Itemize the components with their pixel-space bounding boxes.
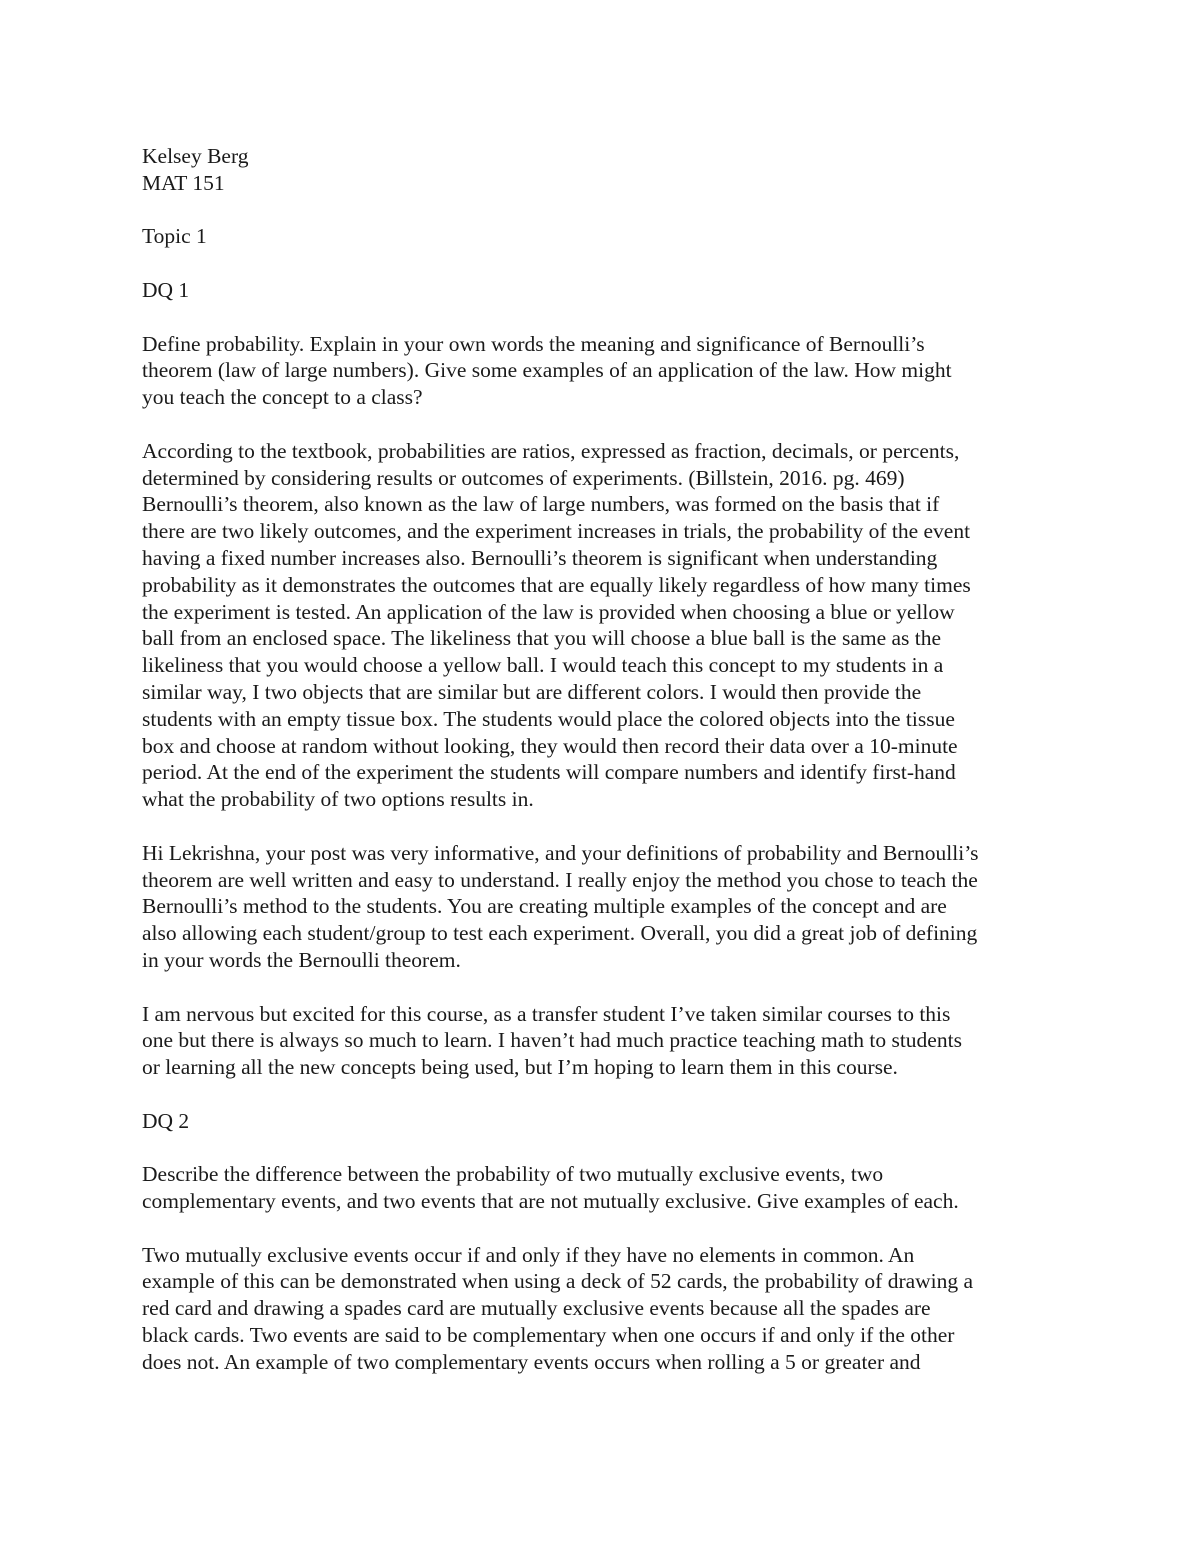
paragraph-line: theorem are well written and easy to understand. I really enjoy the method you chose to teach the <box>142 867 978 892</box>
blank-line <box>142 197 1072 224</box>
course-code: MAT 151 <box>142 170 225 195</box>
paragraph-line: Describe the difference between the probability of two mutually exclusive events, two <box>142 1162 884 1187</box>
dq1-reply-paragraph <box>142 840 1072 974</box>
paragraph-line: complementary events, and two events that are not mutually exclusive. Give examples of each. <box>142 1189 959 1214</box>
paragraph-line: does not. An example of two complementary events occurs when rolling a 5 or greater and <box>142 1349 921 1374</box>
paragraph-line: you teach the concept to a class? <box>142 385 423 410</box>
dq2-answer-paragraph <box>142 1242 1072 1376</box>
paragraph-line: in your words the Bernoulli theorem. <box>142 947 461 972</box>
paragraph-line: or learning all the new concepts being used, but I’m hoping to learn them in this course. <box>142 1055 898 1080</box>
paragraph-line: box and choose at random without looking, they would then record their data over a 10-minute <box>142 733 958 758</box>
paragraph-line: Bernoulli’s theorem, also known as the law of large numbers, was formed on the basis that if <box>142 492 940 517</box>
blank-line <box>142 304 1072 331</box>
paragraph-line: red card and drawing a spades card are mutually exclusive events because all the spades are <box>142 1296 931 1321</box>
paragraph-line: ball from an enclosed space. The likeliness that you will choose a blue ball is the same as the <box>142 626 942 651</box>
paragraph-line: what the probability of two options results in. <box>142 787 534 812</box>
dq1-intro-paragraph <box>142 1001 1072 1081</box>
blank-line <box>142 813 1072 840</box>
paragraph-line: period. At the end of the experiment the students will compare numbers and identify first-hand <box>142 760 956 785</box>
paragraph-line: having a fixed number increases also. Bernoulli’s theorem is significant when understanding <box>142 545 938 570</box>
paragraph-line: similar way, I two objects that are similar but are different colors. I would then provide the <box>142 679 922 704</box>
paragraph-line: Bernoulli’s method to the students. You are creating multiple examples of the concept and are <box>142 894 947 919</box>
paragraph-line: also allowing each student/group to test each experiment. Overall, you did a great job of defining <box>142 921 978 946</box>
dq1-question-paragraph <box>142 331 1072 411</box>
paragraph-line: example of this can be demonstrated when using a deck of 52 cards, the probability of drawing a <box>142 1269 974 1294</box>
paragraph-line: Two mutually exclusive events occur if and only if they have no elements in common. An <box>142 1242 915 1267</box>
paragraph-line: there are two likely outcomes, and the experiment increases in trials, the probability of the event <box>142 519 971 544</box>
blank-line <box>142 411 1072 438</box>
paragraph-line: one but there is always so much to learn. I haven’t had much practice teaching math to students <box>142 1028 962 1053</box>
author-name: Kelsey Berg <box>142 144 249 168</box>
paragraph-line: I am nervous but excited for this course, as a transfer student I’ve taken similar courses to this <box>142 1001 951 1026</box>
paragraph-line: Define probability. Explain in your own words the meaning and significance of Bernoulli’s <box>142 331 925 356</box>
paragraph-line: probability as it demonstrates the outcomes that are equally likely regardless of how many times <box>142 572 971 597</box>
paragraph-line: likeliness that you would choose a yellow ball. I would teach this concept to my students in a <box>142 653 944 678</box>
document-body <box>142 143 1072 1376</box>
paragraph-line: According to the textbook, probabilities are ratios, expressed as fraction, decimals, or percents, <box>142 438 960 463</box>
paragraph-line: Hi Lekrishna, your post was very informative, and your definitions of probability and Bernoulli’s <box>142 840 979 865</box>
dq2-heading: DQ 2 <box>142 1108 190 1133</box>
blank-line <box>142 1215 1072 1242</box>
paragraph-line: theorem (law of large numbers). Give some examples of an application of the law. How might <box>142 358 952 383</box>
paragraph-line: the experiment is tested. An application of the law is provided when choosing a blue or yellow <box>142 599 955 624</box>
dq1-answer-paragraph <box>142 438 1072 813</box>
blank-line <box>142 1081 1072 1108</box>
paragraph-line: determined by considering results or outcomes of experiments. (Billstein, 2016. pg. 469) <box>142 465 905 490</box>
topic-label: Topic 1 <box>142 224 207 249</box>
blank-line <box>142 1134 1072 1161</box>
blank-line <box>142 250 1072 277</box>
paragraph-line: black cards. Two events are said to be complementary when one occurs if and only if the other <box>142 1323 955 1348</box>
blank-line <box>142 974 1072 1001</box>
paragraph-line: students with an empty tissue box. The students would place the colored objects into the tissue <box>142 706 955 731</box>
dq2-question-paragraph <box>142 1161 1072 1215</box>
dq1-heading: DQ 1 <box>142 277 190 302</box>
